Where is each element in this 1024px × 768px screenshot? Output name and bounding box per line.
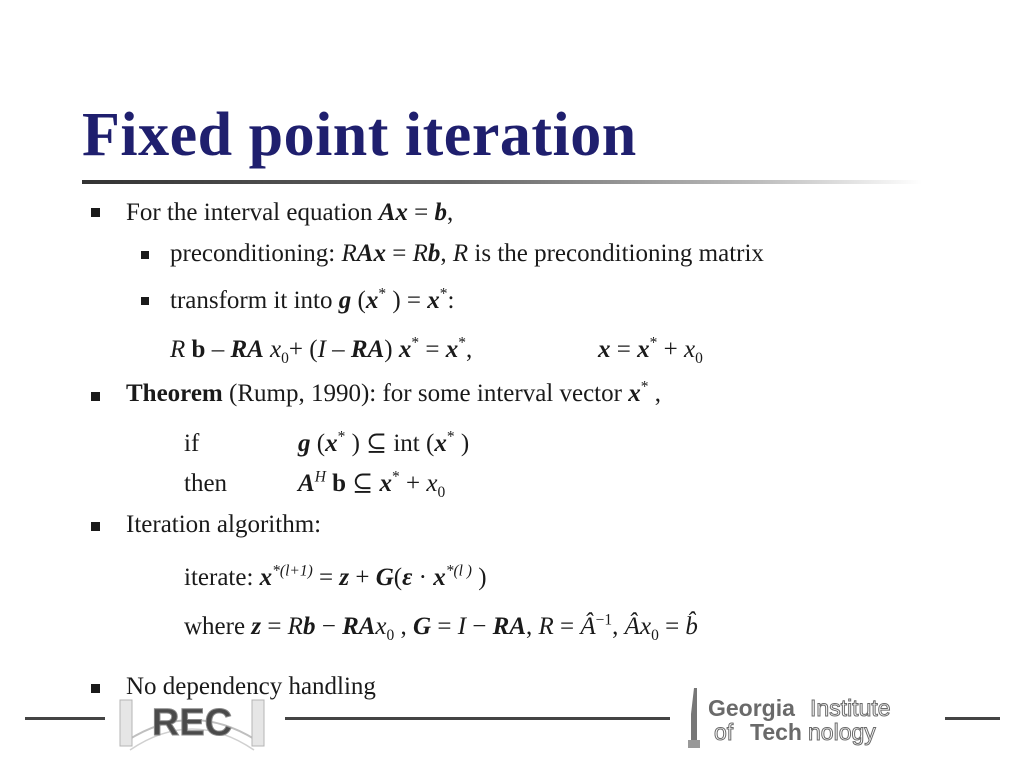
math-R: R <box>538 613 554 640</box>
math-sub: 0 <box>695 350 703 367</box>
math-sub: 0 <box>386 627 395 644</box>
theorem-then-result <box>298 468 446 501</box>
bullet-marker <box>91 392 100 401</box>
text: is the preconditioning matrix <box>468 240 764 267</box>
math-sub: 0 <box>651 627 659 644</box>
theorem-then-label: then <box>184 470 228 497</box>
rec-logo-text: REC <box>151 702 233 744</box>
text: ( <box>310 430 326 457</box>
sub-bullet-preconditioning <box>170 241 764 266</box>
math-R: R <box>452 240 469 267</box>
math-eq: = <box>419 336 446 363</box>
math-b: b <box>427 240 441 267</box>
text: ) ⊆ int ( <box>345 430 435 457</box>
math-b: b <box>325 470 347 497</box>
math-eq: = <box>312 564 340 591</box>
math-Ax: Ax <box>378 199 408 226</box>
title-divider <box>82 180 922 184</box>
text: preconditioning: <box>170 240 342 267</box>
math-eq: = <box>610 336 638 363</box>
bullet-marker <box>91 522 100 531</box>
math-A-hat: Â <box>624 613 640 640</box>
text: , <box>648 380 661 407</box>
math-op: + <box>657 336 684 363</box>
math-b-hat: b̂ <box>685 613 698 640</box>
math-eq: = <box>407 199 435 226</box>
math-iter-index: *(l ) <box>445 562 472 580</box>
math-x: x <box>325 430 338 457</box>
math-op: − <box>466 613 493 640</box>
equation-substitution <box>598 334 703 367</box>
math-g: g <box>298 430 311 457</box>
sub-bullet-marker <box>141 251 149 259</box>
math-x0: x <box>639 613 652 640</box>
footer-rule-middle <box>285 717 670 720</box>
math-star: * <box>378 285 387 303</box>
math-z: z <box>251 613 262 640</box>
math-sub: 0 <box>281 350 289 367</box>
math-x: x <box>434 430 447 457</box>
text: , <box>440 240 453 267</box>
math-b: b <box>302 613 316 640</box>
math-star: * <box>640 378 649 396</box>
text: ( <box>351 287 366 314</box>
math-inverse: −1 <box>595 611 613 629</box>
gt-logo-nology: nology <box>808 719 876 745</box>
math-eq: = <box>658 613 686 640</box>
text: , <box>465 336 473 363</box>
text: : <box>447 287 455 314</box>
theorem-label: Theorem <box>126 380 223 407</box>
math-b: b <box>434 199 448 226</box>
math-b: b <box>191 336 206 363</box>
footer-rule-left <box>25 717 105 720</box>
slide-title: Fixed point iteration <box>82 101 637 169</box>
gt-logo-tech: Tech <box>750 719 802 745</box>
math-x: x <box>637 336 650 363</box>
math-x: x <box>628 380 641 407</box>
math-RA: RA <box>230 336 264 363</box>
math-op: – <box>205 336 231 363</box>
math-subset: ⊆ <box>346 470 380 497</box>
theorem-if-label: if <box>184 430 200 457</box>
math-star: * <box>439 285 448 303</box>
math-op: – <box>325 336 351 363</box>
math-star: * <box>649 334 658 352</box>
equation-where <box>184 611 698 644</box>
math-x: x <box>427 287 440 314</box>
text: ( <box>393 564 403 591</box>
equation-fixed-point <box>170 334 473 367</box>
text: where <box>184 613 252 640</box>
gt-logo-of: of <box>714 719 734 745</box>
math-sub: 0 <box>437 484 446 501</box>
math-G: G <box>375 564 394 591</box>
text: ) = <box>386 287 428 314</box>
math-op: + <box>399 470 427 497</box>
footer-rule-right <box>945 717 1000 720</box>
math-A-hat: Â <box>580 613 596 640</box>
sub-bullet-transform <box>170 285 455 314</box>
text: , <box>394 613 414 640</box>
bullet-marker <box>91 684 100 693</box>
math-x: x <box>365 287 379 314</box>
math-iter-index: *(l+1) <box>272 562 313 580</box>
bullet-theorem <box>126 378 661 407</box>
math-RA: RA <box>350 336 385 363</box>
math-G: G <box>413 613 432 640</box>
math-eq: = <box>261 613 288 640</box>
rec-logo <box>112 686 272 758</box>
math-R: R <box>287 613 303 640</box>
math-H: H <box>314 468 326 486</box>
math-I: I <box>317 336 326 363</box>
text: , <box>526 613 539 640</box>
math-eq: = <box>431 613 458 640</box>
math-RA: RA <box>492 613 526 640</box>
math-x: x <box>598 336 611 363</box>
math-g: g <box>338 287 352 314</box>
theorem-if-condition <box>298 428 470 457</box>
math-I: I <box>457 613 467 640</box>
equation-iterate <box>184 562 487 591</box>
math-RA: RA <box>342 613 376 640</box>
bullet-no-dependency: No dependency handling <box>126 673 376 700</box>
math-x0: x <box>426 470 438 497</box>
text: , <box>447 199 454 226</box>
math-Ax: Ax <box>356 240 386 267</box>
math-x: x <box>445 336 459 363</box>
math-R: R <box>412 240 428 267</box>
text: (Rump, 1990): for some interval vector <box>222 380 629 407</box>
math-x: x <box>379 470 392 497</box>
gt-logo-georgia: Georgia <box>708 695 795 721</box>
math-x0: x <box>375 613 387 640</box>
math-R: R <box>170 336 192 363</box>
math-op: + ( <box>288 336 318 363</box>
text: For the interval equation <box>126 199 379 226</box>
gt-logo-institute: Institute <box>810 695 891 721</box>
bullet-marker <box>91 208 100 217</box>
math-R: R <box>341 240 357 267</box>
math-op: · <box>412 564 434 591</box>
math-star: * <box>446 428 455 446</box>
math-star: * <box>458 334 466 352</box>
math-x: x <box>398 336 412 363</box>
georgia-tech-logo <box>680 684 940 750</box>
math-eq: = <box>385 240 413 267</box>
sub-bullet-marker <box>141 297 149 305</box>
math-x: x <box>259 564 273 591</box>
text: transform it into <box>170 287 339 314</box>
text: , <box>612 613 625 640</box>
math-z: z <box>339 564 350 591</box>
text: ) <box>471 564 487 591</box>
math-star: * <box>411 334 420 352</box>
math-x: x <box>433 564 446 591</box>
text: iterate: <box>184 564 260 591</box>
math-op: ) <box>384 336 399 363</box>
bullet-iteration: Iteration algorithm: <box>126 511 322 538</box>
math-op: − <box>315 613 343 640</box>
math-op: + <box>349 564 376 591</box>
text: ) <box>454 430 470 457</box>
math-eq: = <box>553 613 581 640</box>
math-A: A <box>298 470 315 497</box>
math-x0: x <box>683 336 696 363</box>
math-x0: x <box>263 336 282 363</box>
math-star: * <box>337 428 346 446</box>
bullet-interval-equation <box>126 200 453 225</box>
math-star: * <box>392 468 400 486</box>
math-epsilon: ε <box>402 564 413 591</box>
